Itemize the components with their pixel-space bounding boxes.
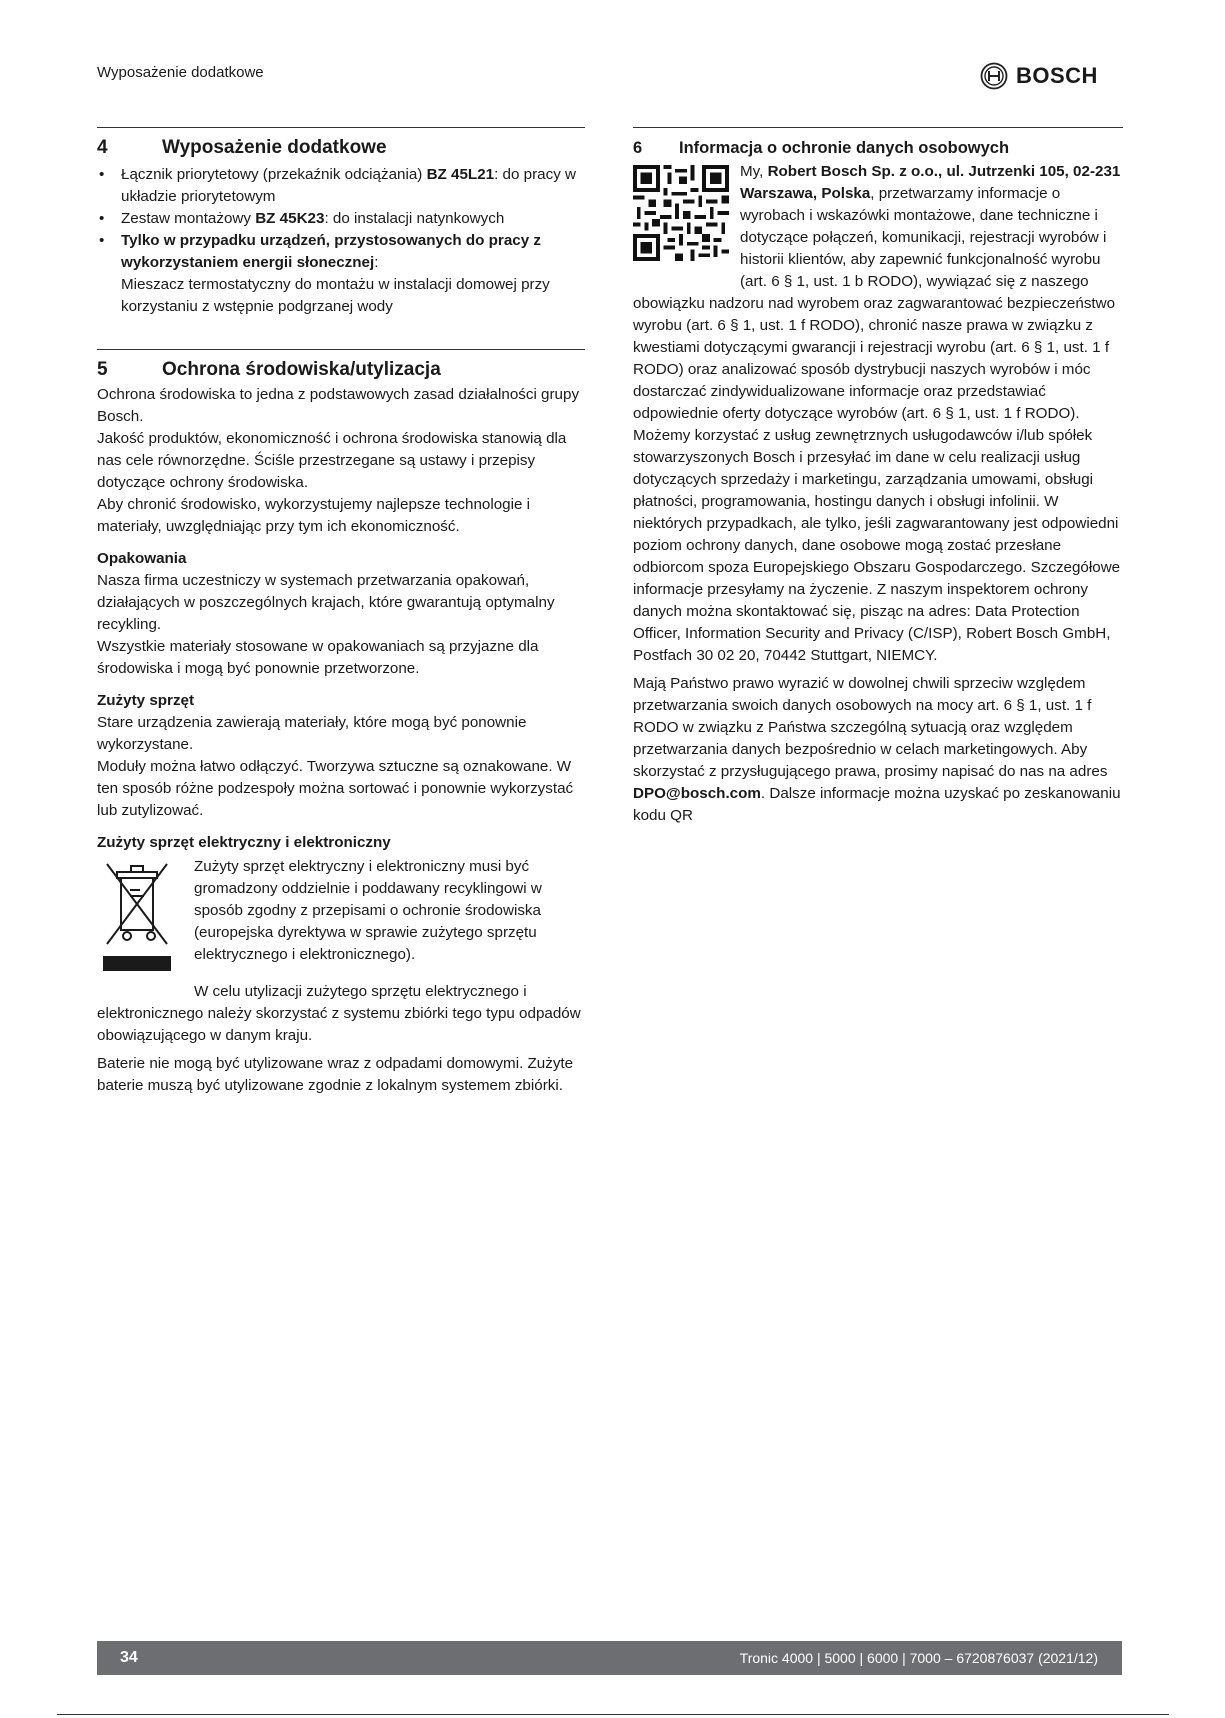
- bosch-wordmark: BOSCH: [1016, 63, 1098, 88]
- paragraph: W celu utylizacji zużytego sprzętu elektrycznego i elektronicznego należy skorzystać z systemu zbiórki tego typu odpadów obowiązującego w danym kraju.: [97, 983, 581, 1044]
- paragraph: Wszystkie materiały stosowane w opakowaniach są przyjazne dla środowiska i mogą być ponownie przetworzone.: [97, 638, 539, 677]
- running-header-title: Wyposażenie dodatkowe: [97, 64, 264, 81]
- section-5-heading: [97, 349, 585, 381]
- paragraph: Moduły można łatwo odłączyć. Tworzywa sztuczne są oznakowane. W ten sposób różne podzespoły można sortować i ponownie wykorzystać lub zutylizować.: [97, 758, 574, 819]
- subheading-packaging: Opakowania: [97, 550, 187, 567]
- paragraph: Ochrona środowiska to jedna z podstawowych zasad działalności grupy Bosch.: [97, 386, 580, 425]
- section-6-heading: [633, 127, 1123, 159]
- page-number: 34: [120, 1649, 138, 1666]
- qr-code-icon: [633, 161, 740, 275]
- section-title: Informacja o ochronie danych osobowych: [679, 139, 1010, 157]
- footer-bar: [97, 1641, 1122, 1675]
- privacy-text: [633, 161, 1123, 667]
- paragraph: Nasza firma uczestniczy w systemach przetwarzania opakowań, działających w poszczególnych krajach, które gwarantują optymalny recykling.: [97, 572, 555, 633]
- privacy-intro: My,: [740, 163, 768, 180]
- paragraph: Aby chronić środowisko, wykorzystujemy najlepsze technologie i materiały, uwzględniając przy tym ich ekonomiczność.: [97, 496, 531, 535]
- accessories-list: [97, 164, 585, 318]
- section-4-heading: [97, 127, 585, 159]
- section-number: 6: [633, 139, 643, 157]
- subheading-weee: Zużyty sprzęt elektryczny i elektroniczny: [97, 834, 391, 851]
- crossed-out-bin-icon: [97, 856, 194, 981]
- weee-text: Zużyty sprzęt elektryczny i elektroniczny musi być gromadzony oddzielnie i poddawany recyklingowi w sposób zgodny z przepisami o ochronie środowiska (europejska dyrektywa w sprawie zużytego sprzętu elektrycznego i elektronicznego).: [194, 858, 542, 963]
- list-item: • Zestaw montażowy BZ 45K23: do instalacji natynkowych: [97, 208, 585, 230]
- dpo-email-link[interactable]: DPO@bosch.com: [633, 785, 761, 802]
- document-reference: Tronic 4000 | 5000 | 6000 | 7000 – 6720876037 (2021/12): [739, 1650, 1098, 1666]
- paragraph: Jakość produktów, ekonomiczność i ochrona środowiska stanowią dla nas cele równorzędne. Ściśle przestrzegane są ustawy i przepisy dotyczące ochrony środowiska.: [97, 430, 567, 491]
- bosch-logo: [980, 62, 1098, 90]
- paragraph: Stare urządzenia zawierają materiały, które mogą być ponownie wykorzystane.: [97, 714, 527, 753]
- section-number: 5: [97, 359, 108, 380]
- section-title: Ochrona środowiska/utylizacja: [162, 359, 441, 380]
- privacy-body: , przetwarzamy informacje o wyrobach i wskazówki montażowe, dane techniczne i dotyczące połączeń, komunikacji, rejestracji wyrobów i historii klientów, aby zapewnić funkcjonalność wyrobu (art. 6 § 1, ust. 1 b RODO), wywiązać się z naszego obowiązku nadzoru nad wyrobem oraz zagwarantować bezpieczeństwo wyrobu (art. 6 § 1, ust. 1 f RODO), chronić nasze prawa w związku z kwestiami dotyczącymi gwarancji i rejestracji wyrobu (art. 6 § 1, ust. 1 f RODO) oraz analizować sposób dystrybucji naszych wyrobów i móc dostarczać zindywidualizowane informacje oraz przedstawiać odpowiednie oferty dotyczące wyrobów (art. 6 § 1, ust. 1 f RODO). Możemy korzystać z usług zewnętrznych usługodawców i/lub spółek stowarzyszonych Bosch i przesyłać im dane w celu realizacji usług dotyczących sprzedaży i marketingu, zarządzania umowami, obsługi płatności, programowania, hostingu danych i obsługi infolinii. W niektórych przypadkach, ale tylko, jeśli zagwarantowany jest odpowiedni poziom ochrony danych, dane osobowe mogą zostać przesłane odbiorcom spoza Europejskiego Obszaru Gospodarczego. Szczegółowe informacje przesyłamy na życzenie. Z naszym inspektorem ochrony danych można skontaktować się, pisząc na adres: Data Protection Officer, Information Security and Privacy (C/ISP), Robert Bosch GmbH, Postfach 30 02 20, 70442 Stuttgart, NIEMCY.: [633, 185, 1121, 664]
- weee-block: [97, 856, 585, 981]
- paragraph: Baterie nie mogą być utylizowane wraz z odpadami domowymi. Zużyte baterie muszą być utylizowane zgodnie z lokalnym systemem zbiórki.: [97, 1055, 574, 1094]
- section-title: Wyposażenie dodatkowe: [162, 137, 387, 158]
- bosch-armature-icon: [980, 62, 1008, 90]
- left-column: [97, 127, 585, 1097]
- company-address: Robert Bosch Sp. z o.o., ul. Jutrzenki 105, 02-231 Warszawa, Polska: [740, 163, 1121, 202]
- section-number: 4: [97, 137, 108, 158]
- list-item: • Tylko w przypadku urządzeń, przystosowanych do pracy z wykorzystaniem energii słonecznej: Mieszacz termostatyczny do montażu w instalacji domowej przy korzystaniu z wstępnie podgrzanej wody: [97, 230, 585, 318]
- right-column: [633, 127, 1123, 827]
- paragraph: Mają Państwo prawo wyrazić w dowolnej chwili sprzeciw względem przetwarzania swoich danych osobowych na mocy art. 6 § 1, ust. 1 f RODO w związku z Państwa szczególną sytuacją oraz względem przetwarzania danych bezpośrednio w celach marketingowych. Aby skorzystać z przysługującego prawa, prosimy napisać do nas na adres DPO@bosch.com. Dalsze informacje można uzyskać po zeskanowaniu kodu QR: [633, 675, 1121, 824]
- list-item: • Łącznik priorytetowy (przekaźnik odciążania) BZ 45L21: do pracy w układzie priorytetowym: [97, 164, 585, 208]
- subheading-used-equipment: Zużyty sprzęt: [97, 692, 195, 709]
- bottom-divider: [57, 1714, 1169, 1715]
